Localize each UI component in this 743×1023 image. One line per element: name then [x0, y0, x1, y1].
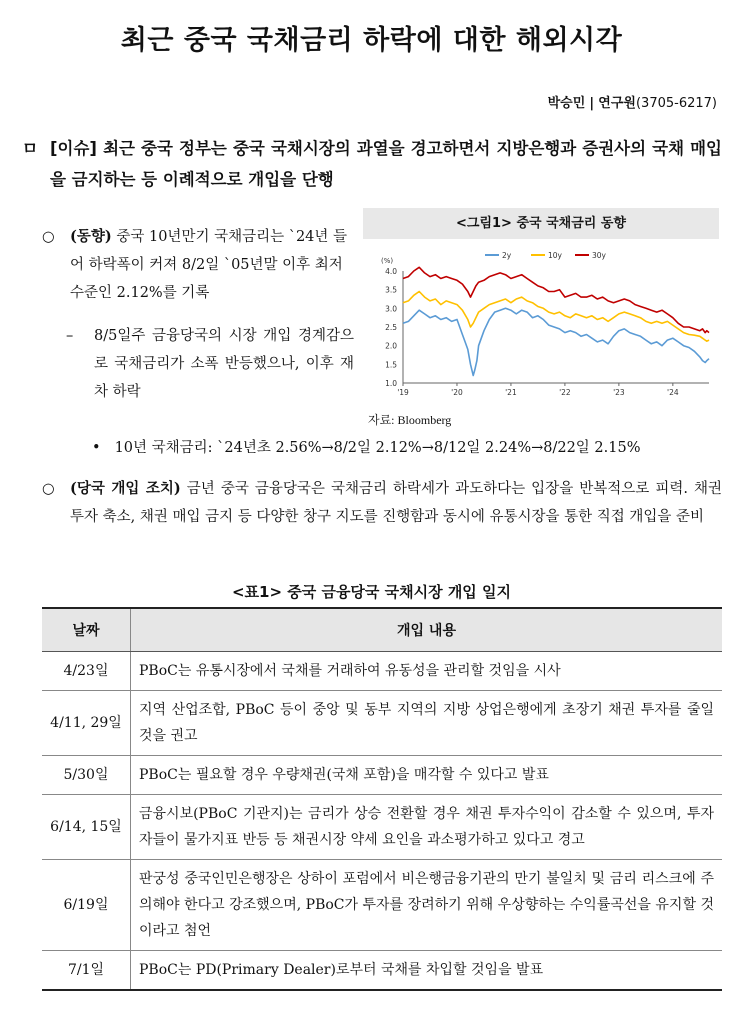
date-column-header: 날짜: [42, 608, 131, 652]
trend-sub-text: 8/5일주 금융당국의 시장 개입 경계감으로 국채금리가 소폭 반등했으나, 이후 재차 하락: [94, 328, 354, 400]
chart-canvas: [363, 239, 719, 411]
legend-label-2y: 2y: [502, 251, 512, 260]
author-role: 연구원: [598, 96, 636, 111]
intervention-text: 금년 중국 금융당국은 국채금리 하락세가 과도하다는 입장을 반복적으로 피력. 채권 투자 축소, 채권 매입 금지 등 다양한 창구 지도를 진행함과 동시에 유통시장을 통한 직접 개입을 준비: [70, 481, 723, 525]
dash-bullet: –: [66, 328, 74, 344]
issue-section: [22, 133, 722, 195]
y-tick-label: 1.5: [385, 360, 397, 370]
trend-paragraph: [42, 223, 356, 307]
dot-bullet: •: [92, 440, 101, 456]
table-caption: <표1> 중국 금융당국 국채시장 개입 일지: [231, 583, 512, 601]
rate-history-line: [92, 436, 640, 457]
row-date: 7/1일: [42, 951, 131, 991]
row-date: 4/23일: [42, 652, 131, 691]
square-bullet: ㅁ: [22, 139, 38, 158]
page-title: 최근 중국 국채금리 하락에 대한 해외시각: [120, 25, 623, 56]
y-tick-label: 3.5: [385, 285, 397, 295]
y-tick-label: 4.0: [385, 267, 397, 276]
table-row: [42, 691, 722, 756]
x-tick-label: '23: [613, 388, 625, 397]
x-tick-label: '21: [505, 388, 517, 397]
trend-subparagraph: [66, 322, 354, 406]
rate-history-text: 10년 국채금리: `24년초 2.56%→8/2일 2.12%→8/12일 2.24%→8/22일 2.15%: [114, 440, 641, 456]
x-tick-label: '19: [397, 388, 409, 397]
author-separator: |: [589, 96, 595, 111]
table-row: [42, 652, 722, 691]
circle-bullet: ○: [42, 481, 55, 497]
y-tick-label: 1.0: [385, 379, 397, 388]
trend-text: 중국 10년만기 국채금리는 `24년 들어 하락폭이 커져 8/2일 `05년말 이후 최저 수준인 2.12%를 기록: [70, 229, 348, 301]
y-tick-label: 3.0: [385, 304, 397, 314]
series-line-10y: [403, 292, 709, 342]
series-line-2y: [403, 308, 709, 375]
row-content: 지역 산업조합, PBoC 등이 중앙 및 동부 지역의 지방 상업은행에게 초장기 채권 투자를 줄일 것을 권고: [131, 691, 723, 756]
intervention-heading: (당국 개입 조치): [70, 480, 181, 497]
table-header-row: [42, 608, 722, 652]
y-tick-label: 2.0: [385, 341, 397, 351]
row-content: PBoC는 PD(Primary Dealer)로부터 국채를 차입할 것임을 발표: [131, 951, 723, 991]
intervention-table: [42, 607, 722, 991]
issue-text: [이슈] 최근 중국 정부는 중국 국채시장의 과열을 경고하면서 지방은행과 증권사의 국채 매입을 금지하는 등 이례적으로 개입을 단행: [50, 139, 722, 189]
x-tick-label: '24: [667, 388, 679, 397]
row-date: 6/19일: [42, 860, 131, 951]
row-date: 4/11, 29일: [42, 691, 131, 756]
row-content: 금융시보(PBoC 기관지)는 금리가 상승 전환할 경우 채권 투자수익이 감소할 수 있으며, 투자자들이 물가지표 반등 등 채권시장 약세 요인을 과소평가하고 있다고 경고: [131, 795, 723, 860]
row-date: 5/30일: [42, 756, 131, 795]
y-tick-label: 2.5: [385, 323, 397, 332]
table-row: [42, 860, 722, 951]
author-info: [548, 92, 717, 111]
trend-heading: (동향): [70, 228, 112, 245]
row-date: 6/14, 15일: [42, 795, 131, 860]
bond-yield-chart: [363, 208, 719, 431]
author-name: 박승민: [547, 96, 586, 111]
x-tick-label: '20: [451, 388, 463, 397]
legend-label-10y: 10y: [548, 251, 562, 260]
chart-caption: <그림1> 중국 국채금리 동향: [363, 208, 719, 239]
author-phone: (3705-6217): [635, 96, 717, 111]
y-axis-unit: (%): [381, 257, 394, 265]
row-content: 판궁성 중국인민은행장은 상하이 포럼에서 비은행금융기관의 만기 불일치 및 금리 리스크에 주의해야 한다고 강조했으며, PBoC가 투자를 장려하기 위해 우상향하는 수익률곡선을 유지할 것이라고 첨언: [131, 860, 723, 951]
intervention-paragraph: [42, 475, 722, 531]
table-row: [42, 951, 722, 991]
chart-source: 자료: Bloomberg: [368, 413, 452, 427]
circle-bullet: ○: [42, 229, 55, 245]
row-content: PBoC는 유통시장에서 국채를 거래하여 유동성을 관리할 것임을 시사: [131, 652, 723, 691]
legend-label-30y: 30y: [592, 251, 606, 260]
table-row: [42, 795, 722, 860]
row-content: PBoC는 필요할 경우 우량채권(국채 포함)을 매각할 수 있다고 발표: [131, 756, 723, 795]
x-tick-label: '22: [559, 388, 571, 397]
table-row: [42, 756, 722, 795]
content-column-header: 개입 내용: [131, 608, 723, 652]
